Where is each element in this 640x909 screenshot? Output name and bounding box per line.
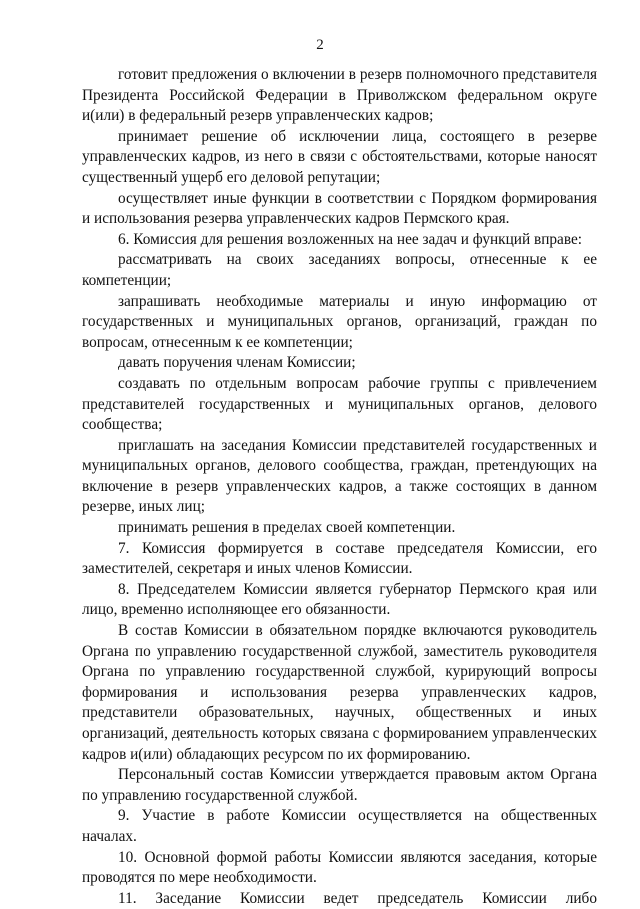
document-body (82, 65, 597, 909)
paragraph: Персональный состав Комиссии утверждается правовым актом Органа по управлению государственной службой. (82, 766, 597, 804)
paragraph: 10. Основной формой работы Комиссии являются заседания, которые проводятся по мере необходимости. (82, 848, 597, 887)
paragraph: 6. Комиссия для решения возложенных на нее задач и функций вправе: (118, 230, 582, 248)
paragraph: создавать по отдельным вопросам рабочие группы с привлечением представителей государственных и муниципальных органов, делового сообщества; (82, 374, 597, 434)
paragraph: готовит предложения о включении в резерв полномочного представителя Президента Российской Федерации в Приволжском федеральном округе и(или) в федеральный резерв управленческих кадров; (82, 66, 597, 125)
paragraph: рассматривать на своих заседаниях вопросы, отнесенные к ее компетенции; (82, 251, 597, 289)
paragraph: 11. Заседание Комиссии ведет председатель Комиссии либо (118, 889, 597, 907)
paragraph: осуществляет иные функции в соответствии с Порядком формирования и использования резерва управленческих кадров Пермского края. (82, 189, 597, 228)
paragraph: 7. Комиссия формируется в составе председателя Комиссии, его заместителей, секретаря и иных членов Комиссии. (82, 539, 597, 578)
paragraph: принимает решение об исключении лица, состоящего в резерве управленческих кадров, из него в связи с обстоятельствами, которые наносят существенный ущерб его деловой репутации; (82, 127, 597, 186)
paragraph: запрашивать необходимые материалы и иную информацию от государственных и муниципальных органов, организаций, граждан по вопросам, отнесенным к ее компетенции; (82, 292, 597, 351)
paragraph: приглашать на заседания Комиссии представителей государственных и муниципальных органов, делового сообщества, граждан, претендующих на включение в резерв управленческих кадров, а также состоящих в данном резерве, иных лиц; (82, 436, 597, 516)
paragraph: В состав Комиссии в обязательном порядке включаются руководитель Органа по управлению государственной службой, заместитель руководителя Органа по управлению государственной службой, курирующий вопросы формирования и использования резерва управленческих кадров, представители образовательных, научных, общественных и иных организаций, деятельность которых связана с формированием управленческих кадров и(или) обладающих ресурсом по их формированию. (82, 622, 597, 763)
paragraph: принимать решения в пределах своей компетенции. (118, 519, 456, 537)
paragraph: 8. Председателем Комиссии является губернатор Пермского края или лицо, временно исполняющее его обязанности. (82, 580, 597, 619)
paragraph: давать поручения членам Комиссии; (118, 354, 356, 372)
page-number: 2 (316, 37, 324, 53)
paragraph: 9. Участие в работе Комиссии осуществляется на общественных началах. (82, 807, 597, 845)
